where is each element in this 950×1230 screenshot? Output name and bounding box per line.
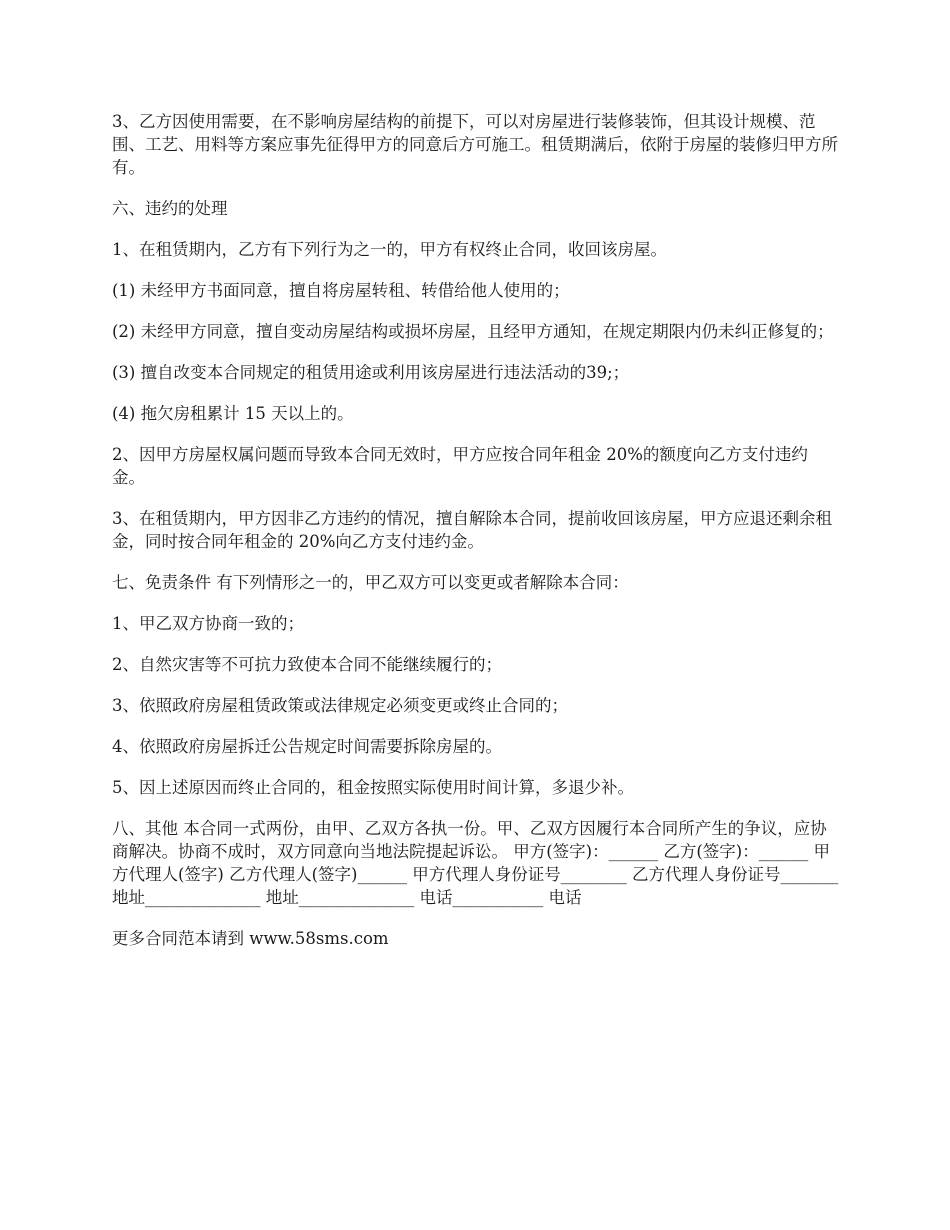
paragraph-other-signatures: 八、其他 本合同一式两份，由甲、乙双方各执一份。甲、乙双方因履行本合同所产生的争议，应协商解决。协商不成时，双方同意向当地法院提起诉讼。 甲方(签字)：______ 乙方(签字)：______ 甲方代理人(签字) 乙方代理人(签字)______ 甲方代理人身份证号________ 乙方代理人身份证号_______ 地址______________ 地址______________ 电话___________ 电话	[112, 819, 839, 907]
paragraph-breach-1-item-3: (3) 擅自改变本合同规定的租赁用途或利用该房屋进行违法活动的39;；	[112, 363, 630, 382]
paragraph-breach-1-item-1: (1) 未经甲方书面同意，擅自将房屋转租、转借给他人使用的；	[112, 281, 570, 300]
paragraph-exemption-1: 1、甲乙双方协商一致的；	[112, 614, 304, 633]
paragraph-breach-1-item-2: (2) 未经甲方同意，擅自变动房屋结构或损坏房屋，且经甲方通知，在规定期限内仍未纠正修复的；	[112, 322, 834, 341]
section-heading-exemption: 七、免责条件 有下列情形之一的，甲乙双方可以变更或者解除本合同：	[112, 573, 629, 592]
section-heading-breach: 六、违约的处理	[112, 199, 228, 218]
document-body	[112, 110, 840, 968]
paragraph-exemption-5: 5、因上述原因而终止合同的，租金按照实际使用时间计算，多退少补。	[112, 778, 634, 797]
paragraph-breach-1-item-4: (4) 拖欠房租累计 15 天以上的。	[112, 404, 354, 423]
paragraph-clause-3-decoration: 3、乙方因使用需要，在不影响房屋结构的前提下，可以对房屋进行装修装饰，但其设计规模、范围、工艺、用料等方案应事先征得甲方的同意后方可施工。租赁期满后，依附于房屋的装修归甲方所有。	[112, 112, 838, 177]
paragraph-breach-1: 1、在租赁期内，乙方有下列行为之一的，甲方有权终止合同，收回该房屋。	[112, 240, 667, 259]
paragraph-exemption-3: 3、依照政府房屋租赁政策或法律规定必须变更或终止合同的；	[112, 696, 568, 715]
paragraph-exemption-4: 4、依照政府房屋拆迁公告规定时间需要拆除房屋的。	[112, 737, 502, 756]
paragraph-exemption-2: 2、自然灾害等不可抗力致使本合同不能继续履行的；	[112, 655, 502, 674]
footer-more-templates: 更多合同范本请到 www.58sms.com	[112, 929, 389, 948]
paragraph-breach-2: 2、因甲方房屋权属问题而导致本合同无效时，甲方应按合同年租金 20%的额度向乙方支付违约金。	[112, 445, 808, 487]
paragraph-breach-3: 3、在租赁期内，甲方因非乙方违约的情况，擅自解除本合同，提前收回该房屋，甲方应退还剩余租金，同时按合同年租金的 20%向乙方支付违约金。	[112, 509, 832, 551]
